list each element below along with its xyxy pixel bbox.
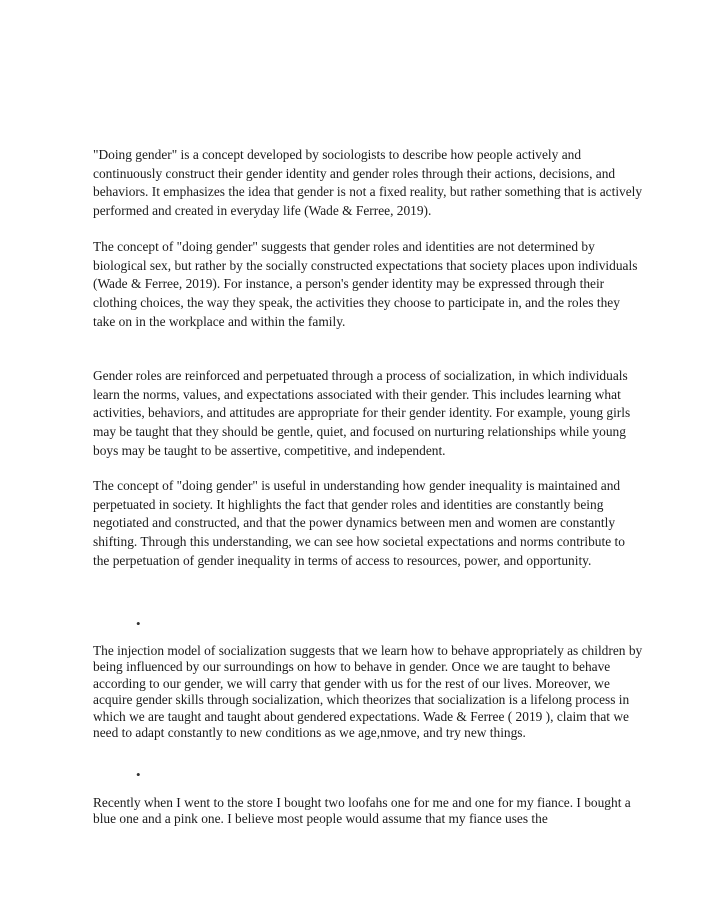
paragraph-socialization: Gender roles are reinforced and perpetuated through a process of socialization, in which individuals learn the norms, values, and expectations associated with their gender. This includes learning what activities, behaviors, and attitudes are appropriate for their gender identity. For example, young girls may be taught that they should be gentle, quiet, and focused on nurturing relationships while young boys may be taught to be assertive, competitive, and independent. [93, 368, 631, 458]
paragraph-gender-inequality: The concept of "doing gender" is useful in understanding how gender inequality is maintained and perpetuated in society. It highlights the fact that gender roles and identities are constantly being negotiated and constructed, and that the power dynamics between men and women are constantly shifting. Through this understanding, we can see how societal expectations and norms contribute to the perpetuation of gender inequality in terms of access to resources, power, and opportunity. [93, 478, 625, 568]
list-bullet: • [136, 767, 141, 782]
list-bullet: • [136, 616, 141, 631]
paragraph-injection-model: The injection model of socialization suggests that we learn how to behave appropriately as children by being influenced by our surroundings on how to behave in gender. Once we are taught to behave according to our gender, we will carry that gender with us for the rest of our lives. Moreover, we acquire gender skills through socialization, which theorizes that socialization is a lifelong process in which we are taught and taught about gendered expectations. Wade & Ferree ( 2019 ), claim that we need to adapt constantly to new conditions as we age,nmove, and try new things. [93, 643, 643, 741]
paragraph-loofah-story: Recently when I went to the store I bought two loofahs one for me and one for my fiance. I bought a blue one and a pink one. I believe most people would assume that my fiance uses the [93, 795, 631, 827]
paragraph-doing-gender-identities: The concept of "doing gender" suggests that gender roles and identities are not determined by biological sex, but rather by the socially constructed expectations that society places upon individuals (Wade & Ferree, 2019). For instance, a person's gender identity may be expressed through their clothing choices, the way they speak, the activities they choose to participate in, and the roles they take on in the workplace and within the family. [93, 239, 638, 329]
paragraph-doing-gender-definition: "Doing gender" is a concept developed by sociologists to describe how people actively and continuously construct their gender identity and gender roles through their actions, decisions, and behaviors. It emphasizes the idea that gender is not a fixed reality, but rather something that is actively performed and created in everyday life (Wade & Ferree, 2019). [93, 147, 643, 219]
